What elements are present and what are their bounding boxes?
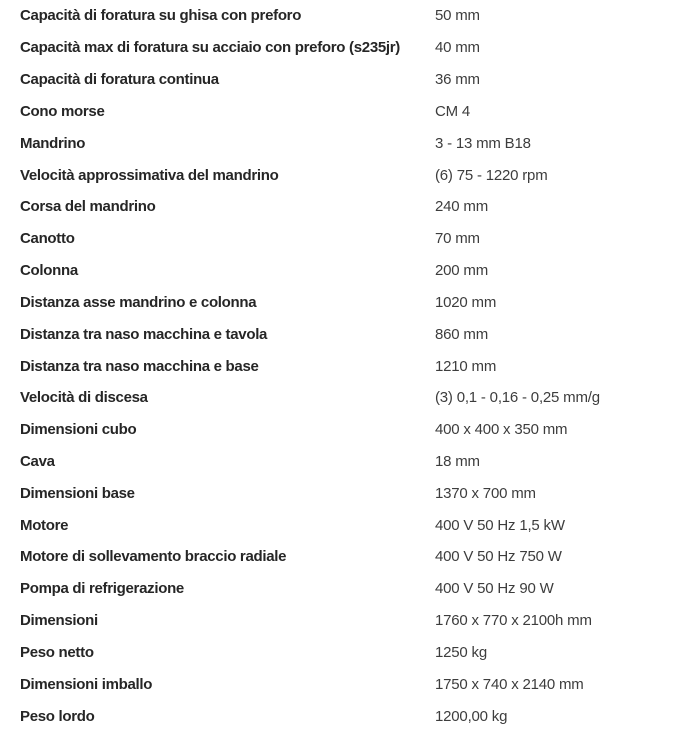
spec-row-value: 3 - 13 mm B18	[435, 134, 531, 152]
spec-row-label: Mandrino	[20, 134, 86, 152]
spec-row-value: 400 V 50 Hz 90 W	[435, 580, 554, 598]
spec-row-label: Capacità di foratura continua	[20, 71, 219, 89]
spec-row-label: Canotto	[20, 230, 75, 248]
spec-row	[0, 509, 685, 541]
spec-row-label: Cava	[20, 453, 55, 470]
spec-row	[0, 64, 685, 96]
spec-row-label: Corsa del mandrino	[20, 198, 156, 216]
spec-row	[0, 541, 685, 573]
spec-row-value: 1370 x 700 mm	[435, 484, 536, 502]
spec-row-label: Dimensioni imballo	[20, 675, 153, 693]
spec-row-label: Velocità approssimativa del mandrino	[20, 166, 279, 184]
spec-row	[0, 318, 685, 350]
spec-row-label: Motore di sollevamento braccio radiale	[20, 548, 287, 566]
spec-row-label: Pompa di refrigerazione	[20, 580, 184, 598]
spec-row	[0, 223, 685, 255]
spec-row	[0, 127, 685, 159]
spec-row-value: 36 mm	[435, 71, 480, 89]
spec-row-value: 400 x 400 x 350 mm	[435, 421, 568, 439]
spec-row-label: Distanza asse mandrino e colonna	[20, 293, 257, 311]
spec-row-label: Velocità di discesa	[20, 389, 148, 407]
spec-row-label: Distanza tra naso macchina e tavola	[20, 325, 268, 343]
spec-row-label: Dimensioni cubo	[20, 421, 137, 439]
spec-row	[0, 382, 685, 414]
spec-row-label: Capacità di foratura su ghisa con preforo	[20, 7, 302, 25]
spec-row-value: 50 mm	[435, 7, 480, 25]
spec-row-value: 400 V 50 Hz 1,5 kW	[435, 516, 565, 534]
spec-row	[0, 668, 685, 700]
spec-row-value: CM 4	[435, 102, 471, 120]
spec-row	[0, 95, 685, 127]
spec-row	[0, 159, 685, 191]
spec-row-value: 400 V 50 Hz 750 W	[435, 548, 562, 566]
spec-row-label: Dimensioni base	[20, 484, 135, 502]
spec-row-label: Peso lordo	[20, 707, 95, 725]
spec-row-label: Cono morse	[20, 102, 105, 120]
spec-row	[0, 605, 685, 637]
spec-row	[0, 573, 685, 605]
spec-row	[0, 255, 685, 287]
spec-row	[0, 446, 685, 478]
spec-row-value: 1760 x 770 x 2100h mm	[435, 612, 592, 630]
spec-row	[0, 286, 685, 318]
spec-row-label: Colonna	[20, 262, 78, 280]
spec-row	[0, 637, 685, 669]
spec-row-value: 240 mm	[435, 198, 488, 216]
spec-row	[0, 414, 685, 446]
spec-row-value: 40 mm	[435, 39, 480, 57]
spec-row-value: 1250 kg	[435, 643, 487, 661]
spec-row	[0, 477, 685, 509]
spec-row-value: 1210 mm	[435, 357, 497, 375]
spec-row-label: Distanza tra naso macchina e base	[20, 357, 259, 375]
spec-row	[0, 32, 685, 64]
spec-row-label: Dimensioni	[20, 612, 98, 630]
spec-row-value: 200 mm	[435, 262, 488, 280]
spec-row-label: Peso netto	[20, 643, 94, 661]
spec-row	[0, 700, 685, 732]
spec-row-label: Motore	[20, 516, 69, 534]
spec-row-value: 18 mm	[435, 453, 480, 470]
spec-row	[0, 0, 685, 32]
spec-row-value: (3) 0,1 - 0,16 - 0,25 mm/g	[435, 389, 600, 407]
spec-row	[0, 191, 685, 223]
spec-row	[0, 350, 685, 382]
spec-row-value: 1750 x 740 x 2140 mm	[435, 675, 584, 693]
spec-row-value: 1020 mm	[435, 293, 497, 311]
spec-row-value: (6) 75 - 1220 rpm	[435, 166, 548, 184]
spec-row-value: 1200,00 kg	[435, 707, 508, 725]
spec-row-label: Capacità max di foratura su acciaio con preforo (s235jr)	[20, 39, 400, 57]
spec-row-value: 70 mm	[435, 230, 480, 248]
spec-row-value: 860 mm	[435, 325, 488, 343]
